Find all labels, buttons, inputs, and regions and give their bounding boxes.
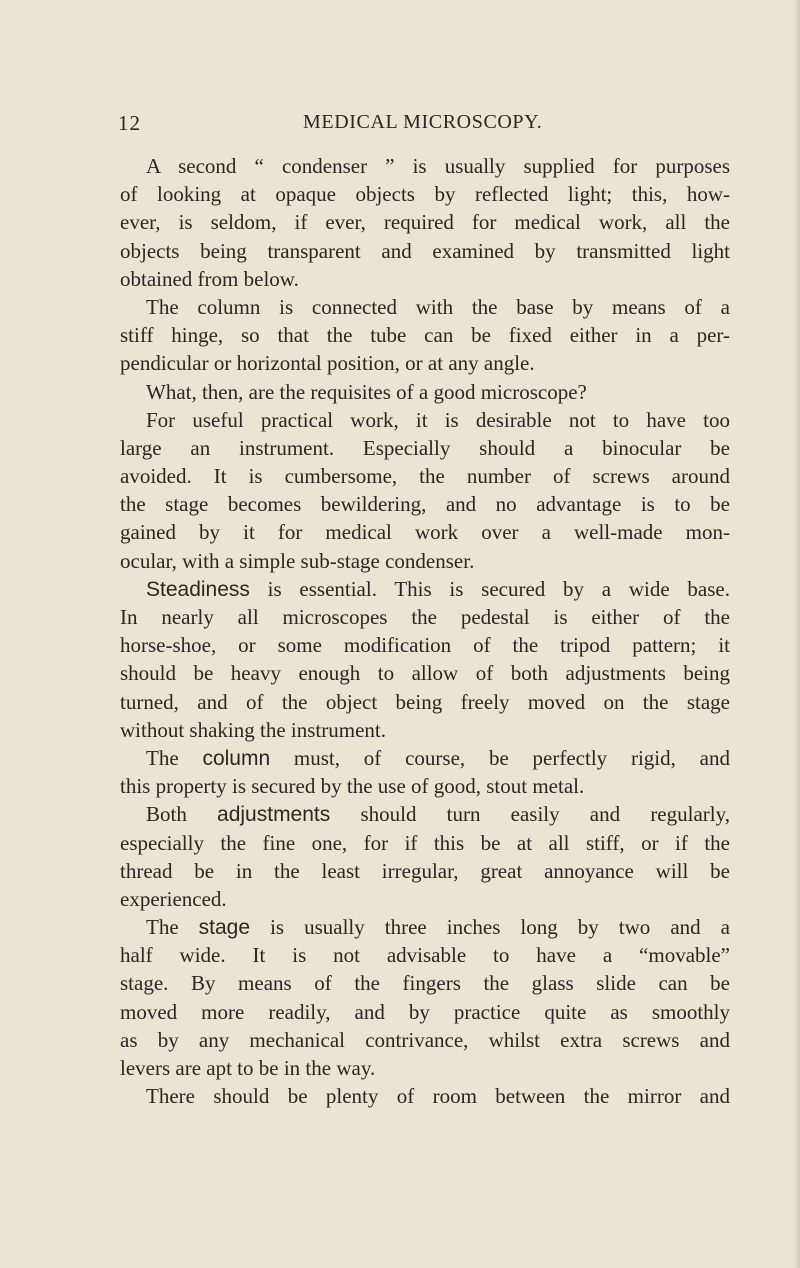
line-text: without shaking the instrument. — [120, 717, 386, 742]
text-line — [120, 969, 730, 997]
keyword: stage — [198, 916, 251, 940]
text-line — [120, 1054, 730, 1082]
text-line — [120, 800, 730, 828]
text-line — [120, 208, 730, 236]
line-text: is usually three inches long by two and a — [250, 915, 730, 940]
line-text: For useful practical work, it is desirable not to have too — [146, 407, 730, 432]
line-text: ever, is seldom, if ever, required for medical work, all the — [120, 210, 730, 235]
text-line — [120, 1026, 730, 1054]
line-text: should turn easily and regularly, — [330, 802, 730, 827]
text-line — [120, 913, 730, 941]
text-line — [120, 547, 730, 575]
line-text: obtained from below. — [120, 266, 299, 291]
line-text: stage. By means of the fingers the glass slide can be — [120, 971, 730, 996]
text-line — [120, 378, 730, 406]
line-text: avoided. It is cumbersome, the number of screws around — [120, 464, 730, 489]
line-text-prefix: Both — [146, 802, 218, 827]
page-edge-shadow — [794, 0, 800, 1268]
text-line — [120, 490, 730, 518]
text-line — [120, 744, 730, 772]
line-text: should be heavy enough to allow of both adjustments being — [120, 661, 730, 686]
text-line — [120, 293, 730, 321]
line-text: the stage becomes bewildering, and no advantage is to be — [120, 492, 730, 517]
keyword: adjustments — [217, 803, 331, 827]
line-text: horse-shoe, or some modification of the tripod pattern; it — [120, 633, 730, 658]
page-number: 12 — [118, 111, 141, 135]
body-text — [120, 152, 730, 1110]
line-text: levers are apt to be in the way. — [120, 1056, 376, 1080]
line-text-prefix: The — [146, 915, 199, 940]
text-line — [120, 575, 730, 603]
text-line — [120, 659, 730, 687]
line-text: large an instrument. Especially should a binocular be — [120, 435, 730, 460]
running-head: MEDICAL MICROSCOPY. — [303, 111, 543, 133]
text-line — [120, 603, 730, 631]
text-line — [120, 829, 730, 857]
line-text: half wide. It is not advisable to have a “movable” — [120, 943, 730, 968]
line-text: experienced. — [120, 886, 227, 911]
text-line — [120, 406, 730, 434]
text-line — [120, 857, 730, 885]
line-text-prefix: The — [146, 745, 203, 770]
keyword: Steadiness — [146, 577, 250, 601]
text-line — [120, 518, 730, 546]
line-text: In nearly all microscopes the pedestal is either of the — [120, 605, 730, 629]
line-text: as by any mechanical contrivance, whilst extra screws and — [120, 1027, 730, 1052]
line-text: must, of course, be perfectly rigid, and — [270, 745, 730, 770]
keyword: column — [202, 746, 271, 770]
text-line — [120, 462, 730, 490]
line-text: objects being transparent and examined by transmitted light — [120, 238, 730, 263]
line-text: pendicular or horizontal position, or at any angle. — [120, 351, 535, 376]
line-text: turned, and of the object being freely moved on the stage — [120, 689, 730, 714]
line-text: What, then, are the requisites of a good microscope? — [146, 379, 587, 404]
text-line — [120, 434, 730, 462]
text-line — [120, 941, 730, 969]
text-line — [120, 631, 730, 659]
text-line — [120, 716, 730, 744]
text-line — [120, 321, 730, 349]
line-text: gained by it for medical work over a well-made mon- — [120, 520, 730, 545]
text-line — [120, 688, 730, 716]
text-line — [120, 998, 730, 1026]
line-text: thread be in the least irregular, great annoyance will be — [120, 858, 730, 883]
line-text: moved more readily, and by practice quite as smoothly — [120, 999, 730, 1024]
text-line — [120, 265, 730, 293]
line-text: of looking at opaque objects by reflected light; this, how- — [120, 182, 730, 207]
text-line — [120, 237, 730, 265]
line-text: There should be plenty of room between the mirror and — [146, 1084, 730, 1109]
line-text: is essential. This is secured by a wide base. — [249, 576, 730, 601]
line-text: The column is connected with the base by means of a — [146, 294, 730, 319]
text-line — [120, 772, 730, 800]
text-line — [120, 1082, 730, 1110]
text-line — [120, 152, 730, 180]
text-line — [120, 349, 730, 377]
text-line — [120, 180, 730, 208]
line-text: this property is secured by the use of good, stout metal. — [120, 774, 585, 799]
line-text: stiff hinge, so that the tube can be fixed either in a per- — [120, 323, 730, 348]
page-header — [118, 111, 728, 141]
text-line — [120, 885, 730, 913]
line-text: A second “ condenser ” is usually supplied for purposes — [146, 154, 730, 178]
line-text: especially the fine one, for if this be at all stiff, or if the — [120, 830, 730, 855]
line-text: ocular, with a simple sub-stage condenser. — [120, 548, 475, 573]
